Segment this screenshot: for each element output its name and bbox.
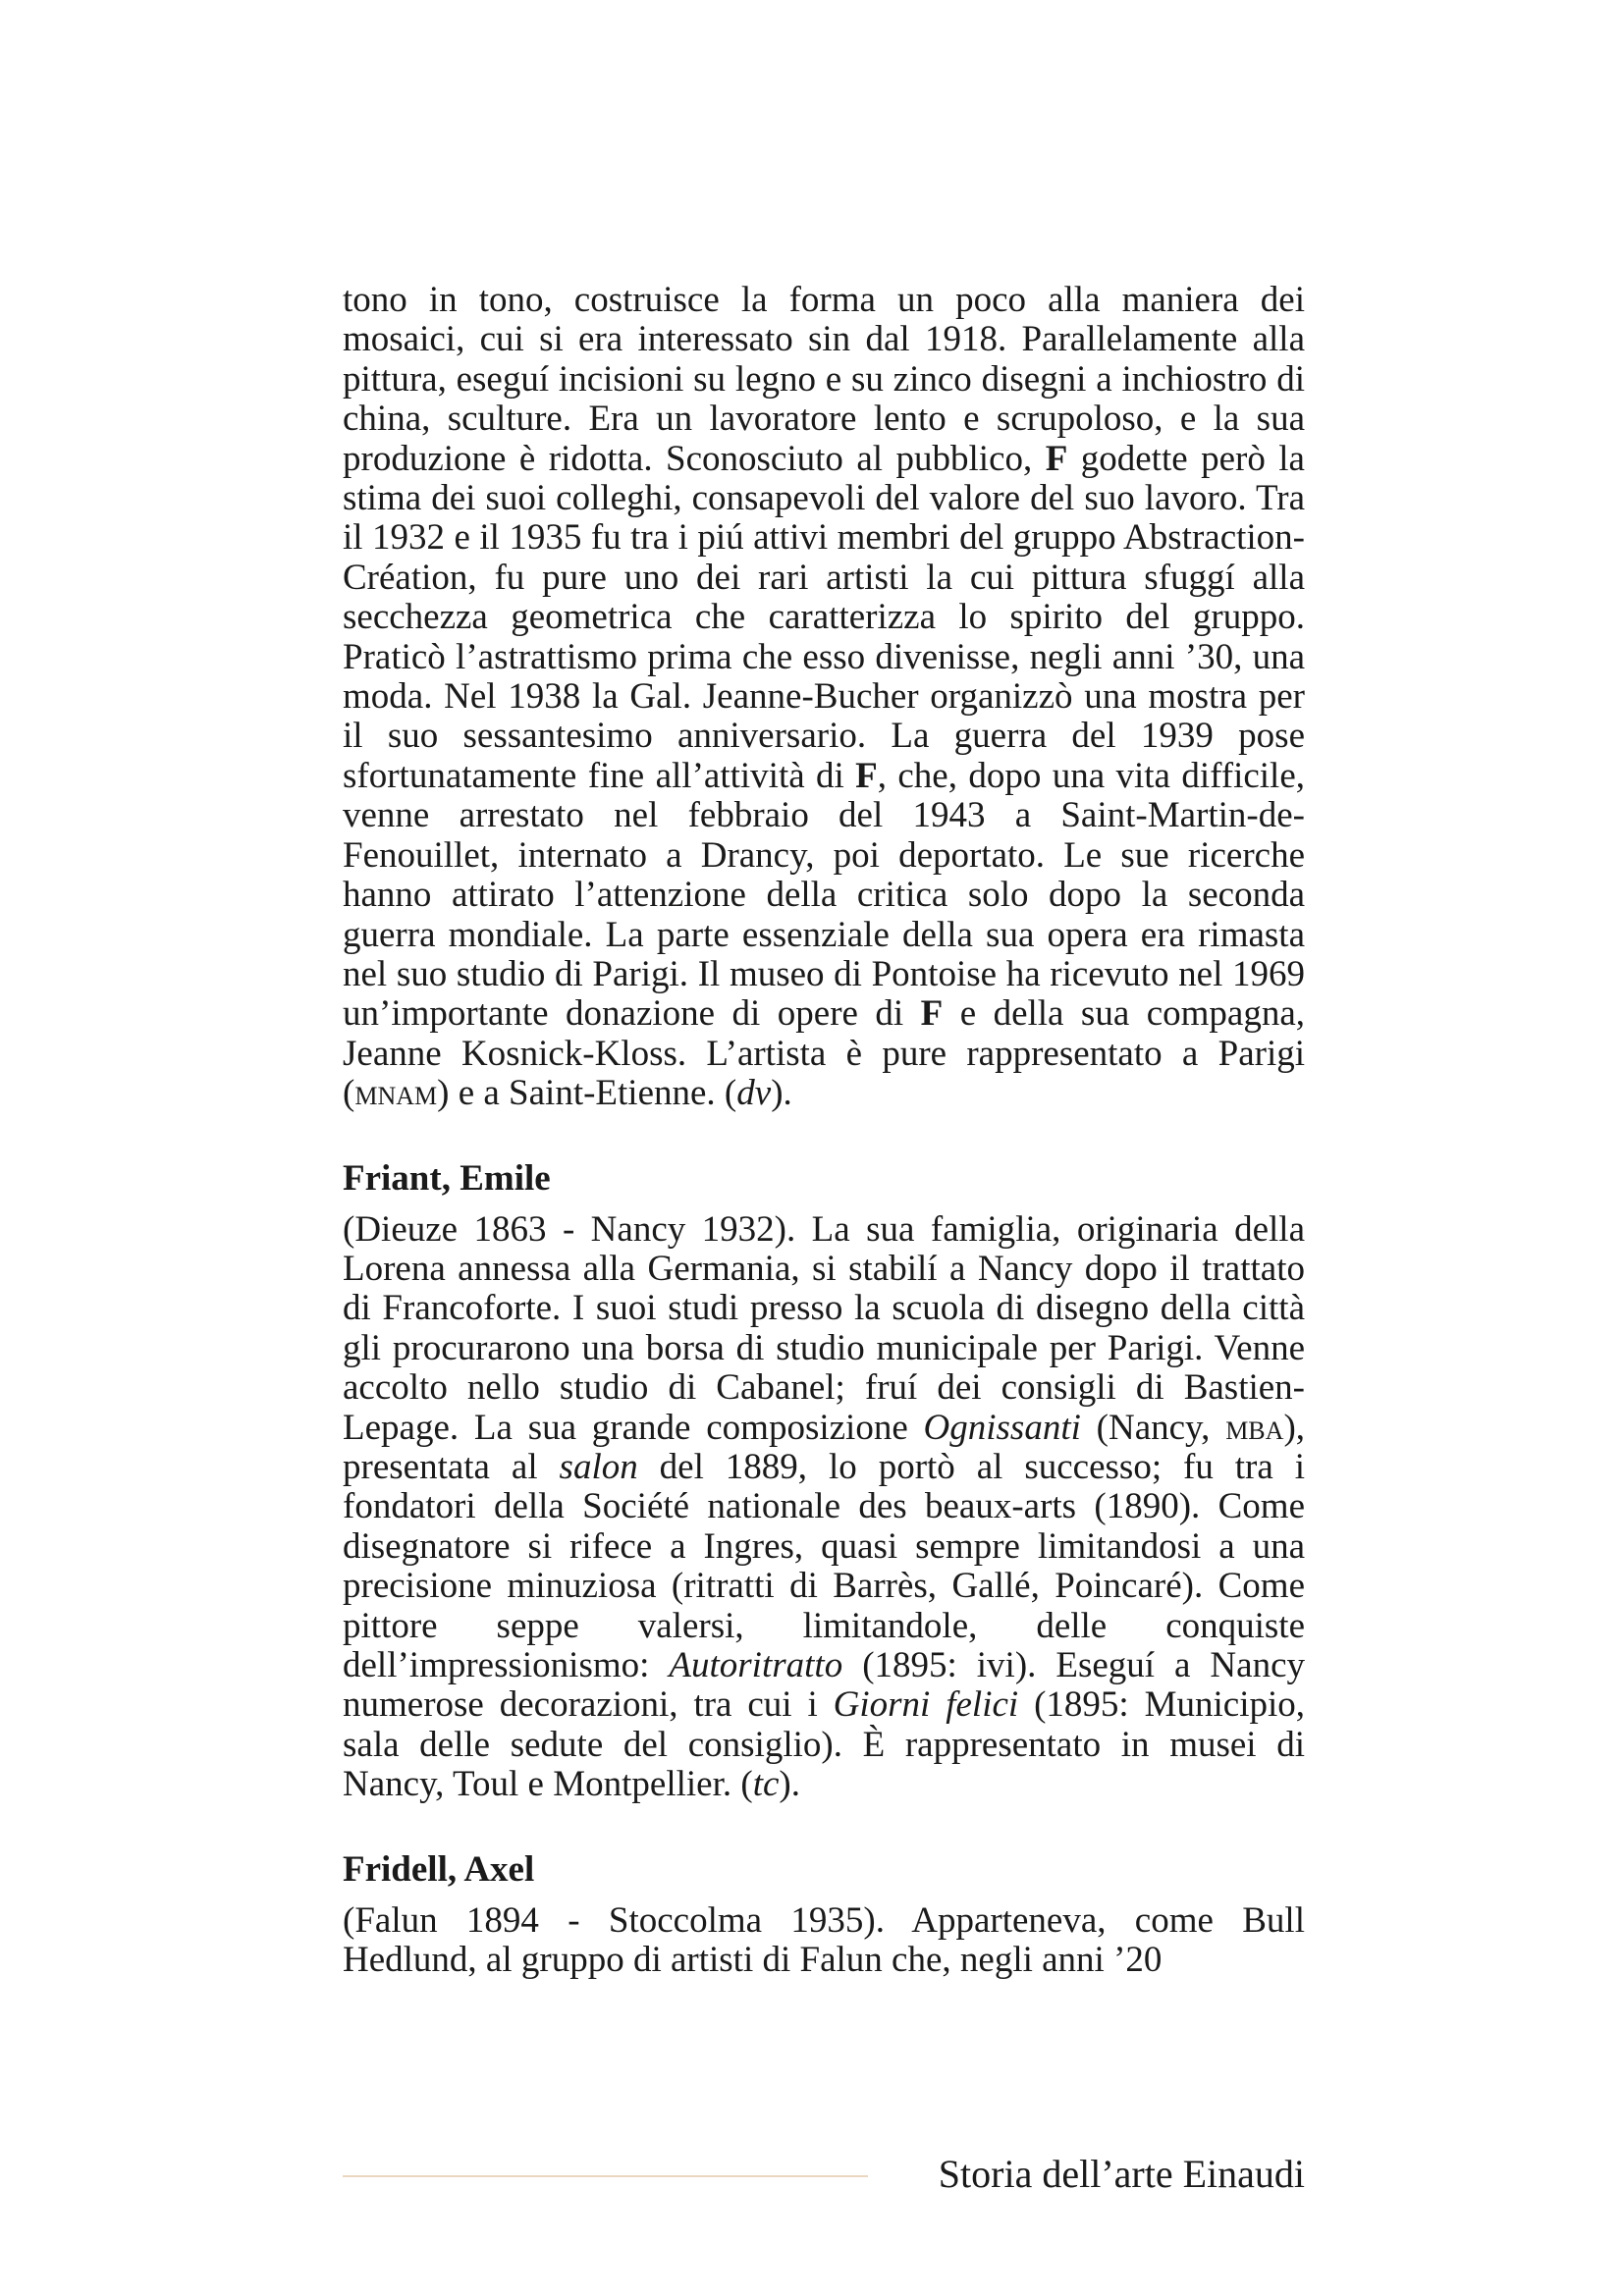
text-segment: (Nancy, (1080, 1407, 1226, 1448)
text-segment: del 1889, lo portò al successo; fu tra i fondatori della Société nationale des beaux-arts (1890). Come disegnatore si rifece a Ingres, quasi sempre limitandosi a una precisione minuziosa (ritratti di Barrès, Gallé, Poincaré). Come pittore seppe valersi, limitandole, delle conquiste dell’impressionismo: (343, 1446, 1306, 1685)
artwork-title: Autoritratto (669, 1645, 843, 1685)
author-initials: tc (752, 1764, 780, 1805)
artwork-title: Ognissanti (923, 1407, 1081, 1448)
text-segment: ), presentata al (343, 1407, 1306, 1487)
entry-title-fridell: Fridell, Axel (343, 1848, 535, 1890)
page-footer (343, 2150, 1305, 2199)
footer-publisher-title: Storia dell’arte Einaudi (938, 2152, 1305, 2196)
text-segment: (Falun 1894 - Stoccolma 1935). Apparteneva, come Bull Hedlund, al gruppo di artisti di Falun che, negli anni ’20 (343, 1899, 1305, 1981)
text-segment: ). (779, 1764, 800, 1805)
text-segment: (1895: ivi). Eseguí a Nancy numerose decorazioni, tra cui i (343, 1645, 1305, 1726)
text-segment: (Dieuze 1863 - Nancy 1932). La sua famiglia, originaria della Lorena annessa alla Germania, si stabilí a Nancy dopo il trattato di Francoforte. I suoi studi presso la scuola di disegno della città gli procurarono una borsa di studio municipale per Parigi. Venne accolto nello studio di Cabanel; fruí dei consigli di Bastien-Lepage. La sua grande composizione (343, 1208, 1305, 1448)
text-segment: godette però la stima dei suoi colleghi, consapevoli del valore del suo lavoro. Tra il 1932 e il 1935 fu tra i piú attivi membri del gruppo Abstraction-Création, fu pure uno dei rari artisti la cui pittura sfuggí alla secchezza geometrica che caratterizza lo spirito del gruppo. Praticò l’astrattismo prima che esso divenisse, negli anni ’30, una moda. Nel 1938 la Gal. Jeanne-Bucher organizzò una mostra per il suo sessantesimo anniversario. La guerra del 1939 pose sfortunatamente fine all’attività di (343, 438, 1305, 796)
author-initials: dv (736, 1073, 772, 1114)
text-segment: , che, dopo una vita difficile, venne arrestato nel febbraio del 1943 a Saint-Martin-de-Fenouillet, internato a Drancy, poi deportato. Le sue ricerche hanno attirato l’attenzione della critica solo dopo la seconda guerra mondiale. La parte essenziale della sua opera era rimasta nel suo studio di Parigi. Il museo di Pontoise ha ricevuto nel 1969 un’importante donazione di opere di (343, 755, 1306, 1035)
museum-abbreviation: mba (1225, 1407, 1284, 1448)
page-body (343, 281, 1305, 1980)
text-segment: tono in tono, costruisce la forma un poco alla maniera dei mosaici, cui si era interessato sin dal 1918. Parallelamente alla pittura, eseguí incisioni su legno e su zinco disegni a inchiostro di china, sculture. Era un lavoratore lento e scrupoloso, e la sua produzione è ridotta. Sconosciuto al pubblico, (343, 280, 1305, 479)
text-segment: ) e a Saint-Etienne. ( (437, 1073, 737, 1114)
artist-initial: F (920, 993, 944, 1035)
italic-term: salon (559, 1446, 638, 1487)
entry-text-friant (343, 1210, 1305, 1805)
footer-rule (343, 2175, 868, 2177)
artist-initial: F (855, 755, 878, 796)
entry-continuation-text (343, 281, 1305, 1114)
artwork-title: Giorni felici (833, 1684, 1019, 1726)
text-segment: (1895: Municipio, sala delle sedute del consiglio). È rappresentato in musei di Nancy, Toul e Montpellier. ( (343, 1684, 1306, 1805)
entry-text-fridell (343, 1901, 1305, 1981)
artist-initial: F (1045, 438, 1068, 479)
museum-abbreviation: mnam (354, 1073, 438, 1114)
text-segment: e della sua compagna, Jeanne Kosnick-Kloss. L’artista è pure rappresentato a Parigi ( (343, 993, 1305, 1114)
text-segment: ). (771, 1073, 792, 1114)
entry-title-friant: Friant, Emile (343, 1157, 551, 1199)
